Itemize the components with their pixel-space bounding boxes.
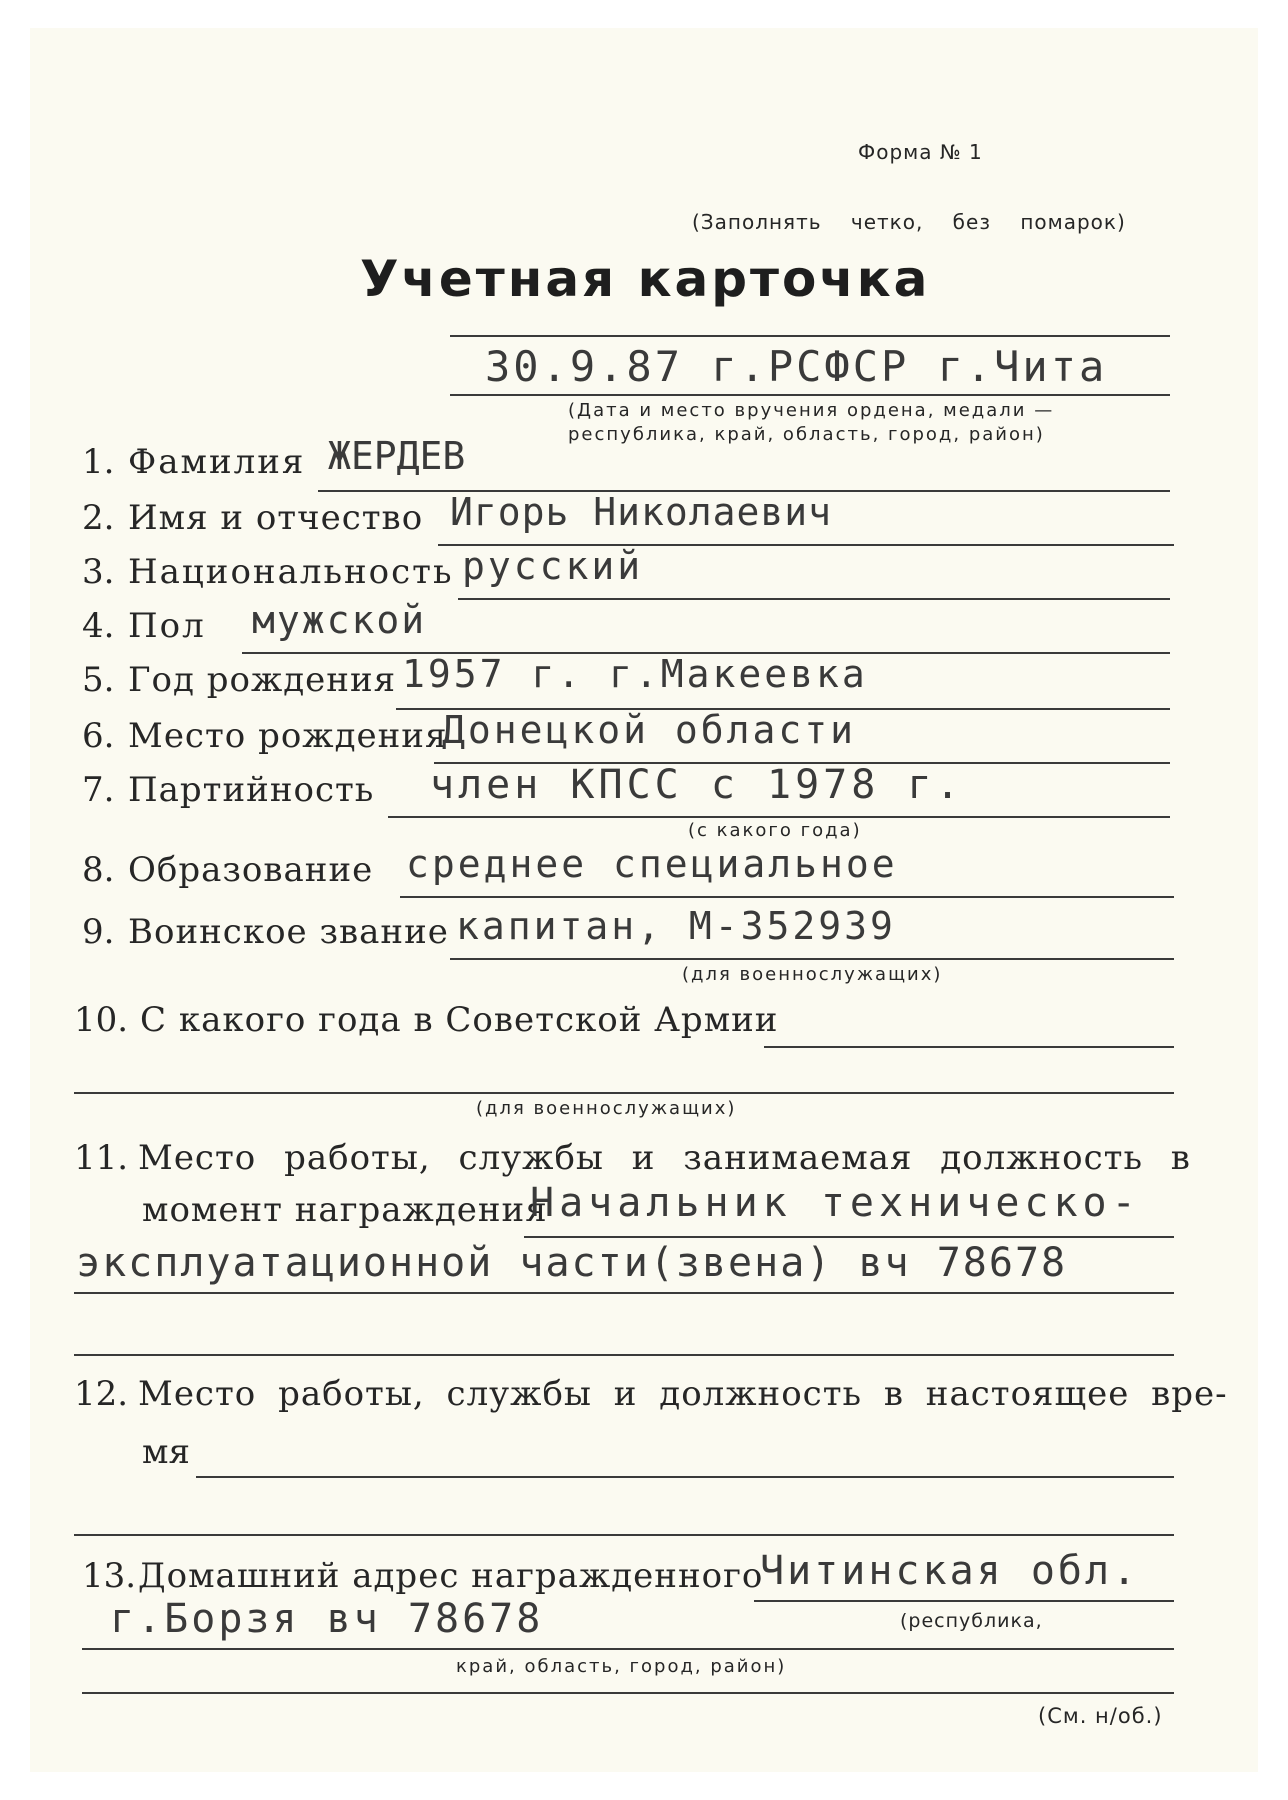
field-7-caption: (с какого года) [688,820,862,841]
field-6-number: 6. [82,716,115,756]
form-number: Форма № 1 [858,140,983,164]
field-13-value-line1: Читинская обл. [760,1548,1140,1594]
field-13-line-2 [82,1648,1174,1650]
field-6-value: Донецкой области [442,708,857,752]
field-1-number: 1. [82,442,115,482]
field-9-value: капитан, М-352939 [456,904,896,948]
field-13-caption-line1: (республика, [900,1610,1043,1632]
field-13-label: Домашний адрес награжденного [138,1556,764,1596]
field-9-line [450,958,1174,960]
field-1-value: ЖЕРДЕВ [328,434,466,478]
field-12-line-2 [74,1534,1174,1536]
field-12-label-line2: мя [142,1432,190,1472]
field-3-value: русский [462,544,644,588]
field-10-caption: (для военнослужащих) [476,1098,737,1119]
field-11-line-2 [74,1292,1174,1294]
field-2-label: Имя и отчество [128,498,424,538]
field-12-line-1 [196,1476,1174,1478]
field-11-value-line2: эксплуатационной части(звена) вч 78678 [76,1240,1068,1286]
see-reverse-note: (См. н/об.) [1038,1704,1163,1728]
field-10-line-2 [74,1092,1174,1094]
fill-instruction: (Заполнять четко, без помарок) [692,210,1126,234]
field-11-value-line1: Начальник техническо- [530,1180,1141,1226]
field-13-number: 13. [82,1556,137,1596]
award-top-line [450,335,1170,337]
field-13-value-line2: г.Борзя вч 78678 [110,1596,544,1642]
field-10-line [764,1046,1174,1048]
field-5-number: 5. [82,660,115,700]
field-3-number: 3. [82,552,115,592]
field-11-line-3 [74,1354,1174,1356]
field-8-line [400,896,1174,898]
field-2-value: Игорь Николаевич [450,490,833,534]
field-3-line [458,598,1170,600]
field-5-label: Год рождения [128,660,397,700]
award-caption-line2: республика, край, область, город, район) [568,424,1045,445]
field-11-label-line1: Место работы, службы и занимаемая должность в [138,1138,1191,1178]
field-4-value: мужской [252,598,427,642]
field-8-value: среднее специальное [406,842,898,886]
field-7-line [388,816,1170,818]
field-8-label: Образование [128,850,374,890]
page-title: Учетная карточка [360,250,931,308]
field-10-label: С какого года в Советской Армии [140,1000,779,1040]
field-1-label: Фамилия [128,442,306,482]
award-caption-line1: (Дата и место вручения ордена, медали — [568,400,1055,421]
record-card [30,28,1258,1772]
field-11-line-1 [524,1236,1174,1238]
field-4-number: 4. [82,606,115,646]
field-5-value: 1957 г. г.Макеевка [402,652,868,696]
award-line [450,394,1170,396]
field-9-caption: (для военнослужащих) [682,964,943,985]
field-6-label: Место рождения [128,716,448,756]
field-11-label-line2: момент награждения [142,1190,548,1230]
field-7-number: 7. [82,770,115,810]
field-4-label: Пол [128,606,206,646]
award-value: 30.9.87 г.РСФСР г.Чита [485,342,1108,391]
field-13-caption-line2: край, область, город, район) [456,1656,787,1677]
field-13-line-3 [82,1692,1174,1694]
field-11-number: 11. [74,1138,129,1178]
field-10-number: 10. [74,1000,129,1040]
field-7-label: Партийность [128,770,375,810]
field-9-label: Воинское звание [128,912,449,952]
field-7-value: член КПСС с 1978 г. [430,762,964,808]
field-8-number: 8. [82,850,115,890]
field-12-label-line1: Место работы, службы и должность в настоящее вре- [138,1374,1228,1414]
field-2-number: 2. [82,498,115,538]
field-3-label: Национальность [128,552,454,592]
field-13-line-1 [754,1600,1174,1602]
field-9-number: 9. [82,912,115,952]
field-12-number: 12. [74,1374,129,1414]
